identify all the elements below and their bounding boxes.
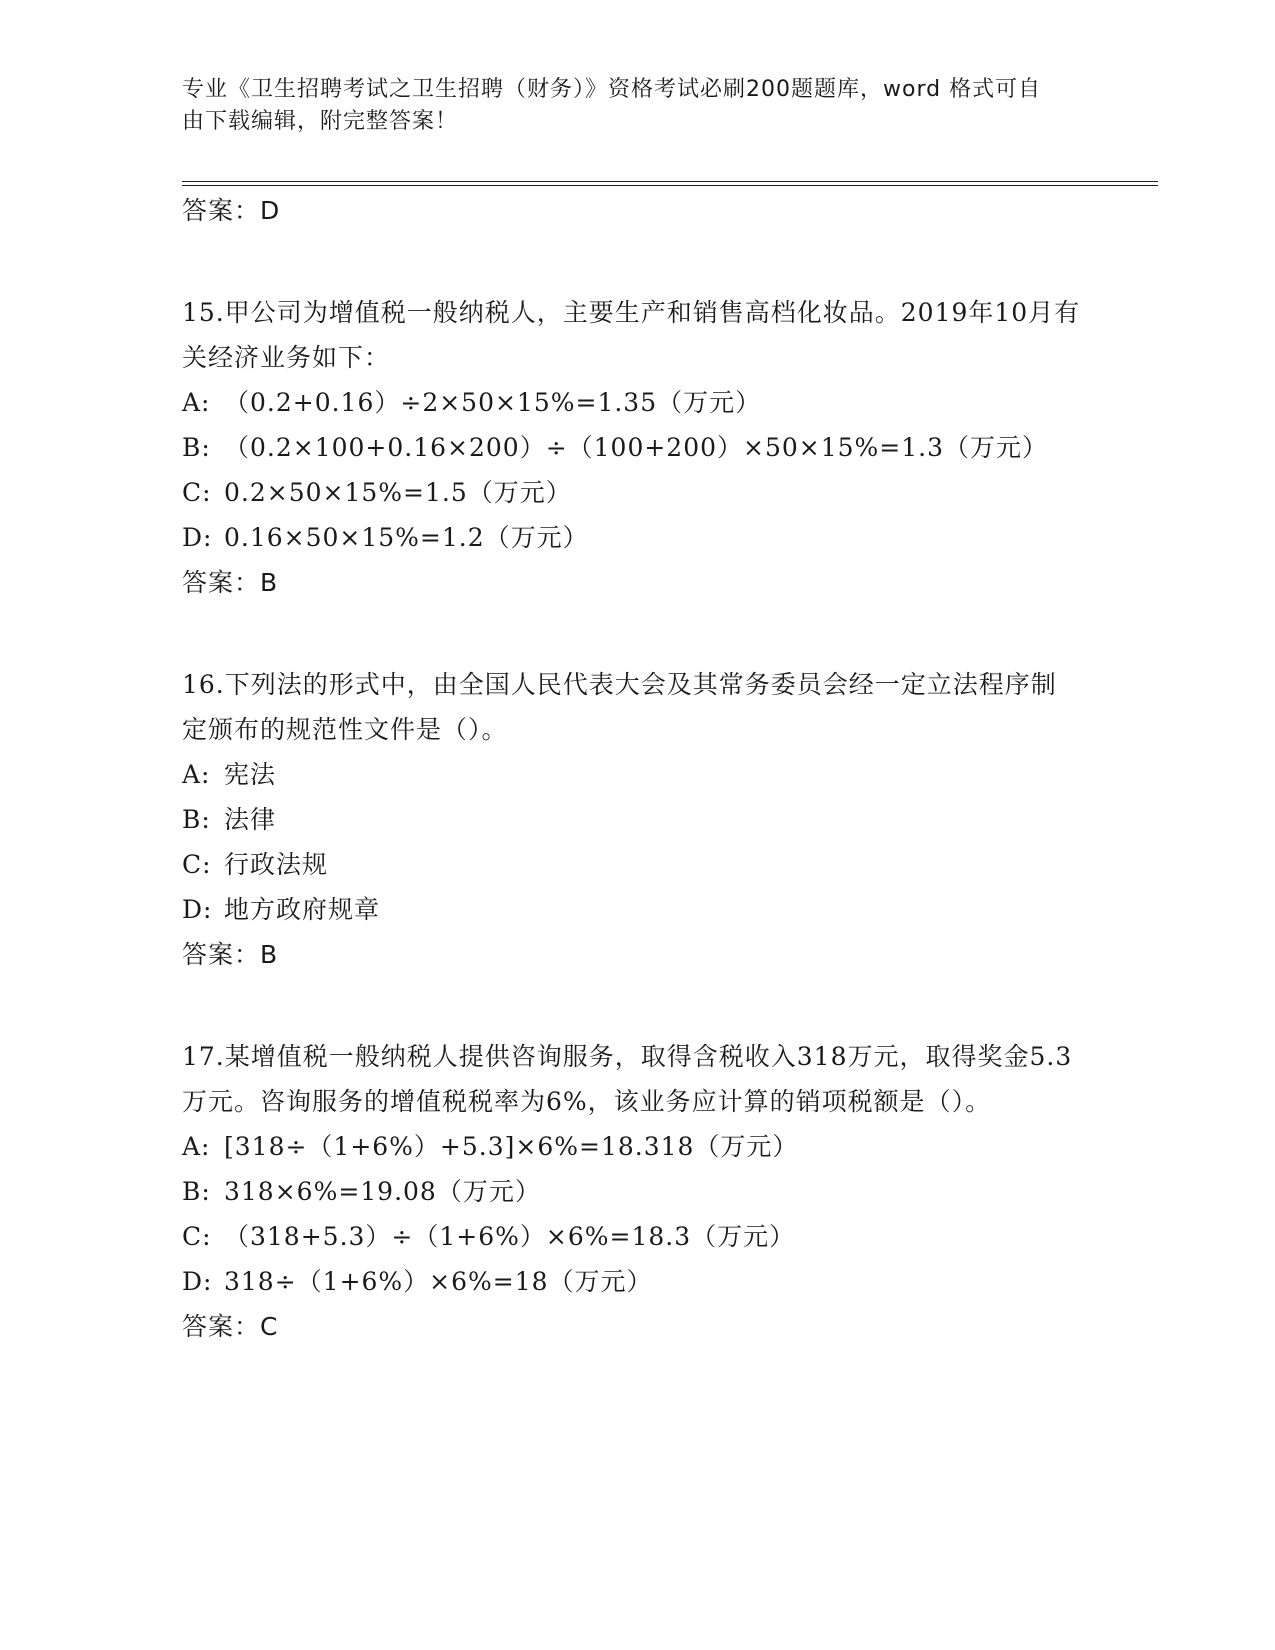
option-letter: A: (182, 1132, 211, 1161)
answer-line: 答案：B (182, 940, 279, 969)
option-text: 318×6%=19.08（万元） (224, 1177, 541, 1206)
option-b (182, 1169, 1082, 1214)
option-letter: D: (182, 523, 213, 552)
option-text: [318÷（1+6%）+5.3]×6%=18.318（万元） (224, 1132, 799, 1161)
option-letter: B: (182, 1177, 211, 1206)
option-c (182, 470, 1082, 515)
option-d (182, 1259, 1082, 1304)
option-text: 0.16×50×15%=1.2（万元） (224, 523, 589, 552)
option-text: （318+5.3）÷（1+6%）×6%=18.3（万元） (224, 1222, 796, 1251)
option-d (182, 515, 1082, 560)
question-15 (182, 234, 1082, 606)
option-a (182, 752, 1082, 797)
option-text: 318÷（1+6%）×6%=18（万元） (224, 1267, 653, 1296)
option-b (182, 797, 1082, 842)
header-divider (182, 181, 1158, 186)
question-list (182, 188, 1082, 1350)
option-text: 行政法规 (224, 850, 329, 879)
option-text: 法律 (224, 805, 277, 834)
question-stem: 15.甲公司为增值税一般纳税人，主要生产和销售高档化妆品。2019年10月有关经济业务如下： (182, 298, 1081, 372)
option-letter: C: (182, 850, 212, 879)
option-c (182, 1214, 1082, 1259)
option-a (182, 1124, 1082, 1169)
answer-line: 答案：D (182, 196, 281, 225)
option-letter: A: (182, 388, 211, 417)
option-letter: B: (182, 433, 211, 462)
option-text: 宪法 (224, 760, 277, 789)
option-text: （0.2×100+0.16×200）÷（100+200）×50×15%=1.3（万元） (224, 433, 1049, 462)
option-letter: D: (182, 895, 213, 924)
option-letter: B: (182, 805, 211, 834)
option-b (182, 425, 1082, 470)
question-stem: 16.下列法的形式中，由全国人民代表大会及其常务委员会经一定立法程序制定颁布的规范性文件是（）。 (182, 670, 1057, 744)
document-header: 专业《卫生招聘考试之卫生招聘（财务）》资格考试必刷200题题库，word 格式可自由下载编辑，附完整答案！ (182, 77, 1042, 134)
answer-line: 答案：C (182, 1312, 279, 1341)
option-a (182, 380, 1082, 425)
option-letter: A: (182, 760, 211, 789)
option-d (182, 887, 1082, 932)
question-16 (182, 606, 1082, 978)
option-letter: C: (182, 1222, 212, 1251)
option-text: （0.2+0.16）÷2×50×15%=1.35（万元） (224, 388, 762, 417)
option-text: 0.2×50×15%=1.5（万元） (224, 478, 572, 507)
option-c (182, 842, 1082, 887)
option-letter: C: (182, 478, 212, 507)
question-17 (182, 978, 1082, 1350)
option-letter: D: (182, 1267, 213, 1296)
answer-line: 答案：B (182, 568, 279, 597)
option-text: 地方政府规章 (224, 895, 381, 924)
question-stem: 17.某增值税一般纳税人提供咨询服务，取得含税收入318万元，取得奖金5.3万元。咨询服务的增值税税率为6%，该业务应计算的销项税额是（）。 (182, 1042, 1073, 1116)
